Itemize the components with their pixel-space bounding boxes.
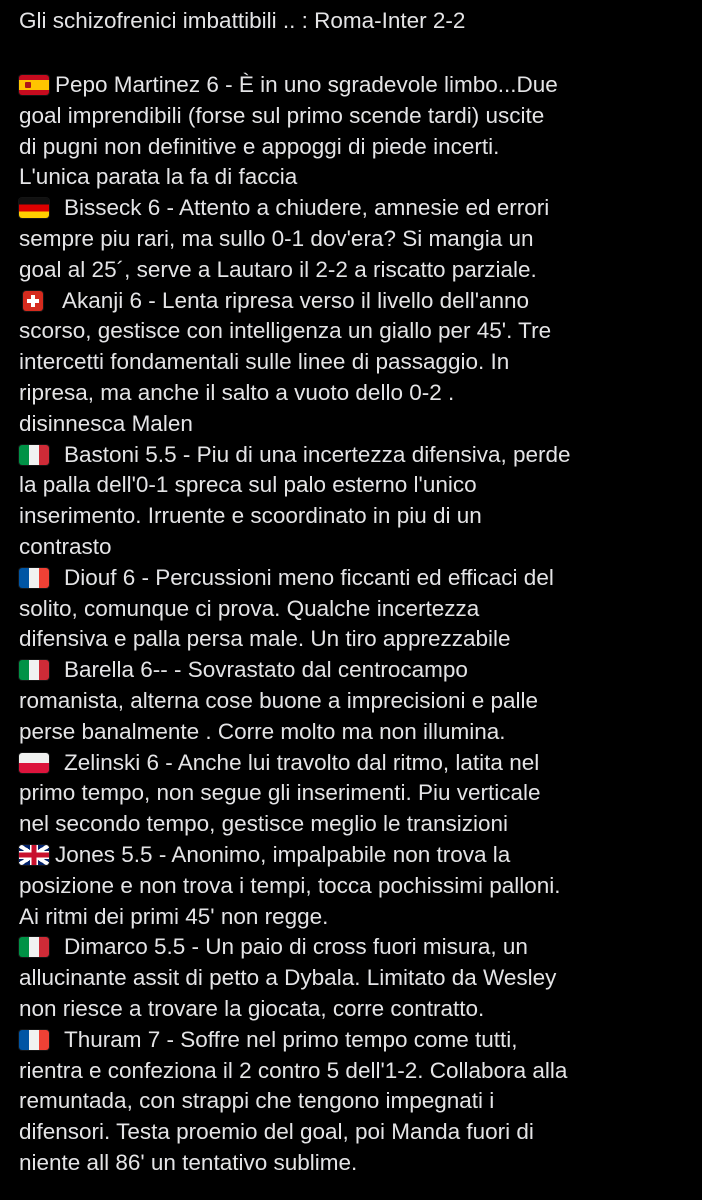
rating-text: remuntada, con strappi che tengono impegnati i: [19, 1088, 495, 1114]
rating-text-line: [19, 347, 694, 378]
rating-text-line: [19, 963, 694, 994]
rating-text-line: [19, 409, 694, 440]
player-rating: [19, 1025, 694, 1179]
rating-text: solito, comunque ci prova. Qualche incertezza: [19, 595, 480, 621]
rating-text: inserimento. Irruente e scoordinato in piu di un: [19, 503, 482, 529]
rating-text: niente all 86' un tentativo sublime.: [19, 1149, 358, 1175]
player-rating: [19, 748, 694, 840]
switzerland-flag-icon: [23, 291, 43, 311]
player-rating: [19, 193, 694, 285]
post-body: [19, 6, 694, 1179]
rating-text-line: [19, 1025, 694, 1056]
rating-text-line: [19, 1117, 694, 1148]
rating-text: Zelinski 6 - Anche lui travolto dal ritmo, latita nel: [64, 749, 540, 775]
rating-text: goal imprendibili (forse sul primo scende tardi) uscite: [19, 102, 545, 128]
player-rating: [19, 932, 694, 1024]
rating-text: contrasto: [19, 533, 112, 559]
rating-text: la palla dell'0-1 spreca sul palo esterno l'unico: [19, 472, 477, 498]
rating-text-line: [19, 594, 694, 625]
rating-text: Bisseck 6 - Attento a chiudere, amnesie ed errori: [64, 195, 550, 221]
rating-text-line: [19, 624, 694, 655]
player-rating: [19, 655, 694, 747]
italy-flag-icon: [19, 937, 49, 957]
rating-text: Dimarco 5.5 - Un paio di cross fuori misura, un: [64, 934, 528, 960]
rating-text: disinnesca Malen: [19, 410, 193, 436]
rating-text-line: [19, 1056, 694, 1087]
rating-text-line: [19, 470, 694, 501]
rating-text: Diouf 6 - Percussioni meno ficcanti ed efficaci del: [64, 564, 554, 590]
france-flag-icon: [19, 1030, 49, 1050]
poland-flag-icon: [19, 753, 49, 773]
italy-flag-icon: [19, 445, 49, 465]
rating-text: posizione e non trova i tempi, tocca pochissimi palloni.: [19, 872, 561, 898]
rating-text-line: [19, 902, 694, 933]
post-title: Gli schizofrenici imbattibili .. : Roma-Inter 2-2: [19, 8, 466, 33]
rating-text: rientra e confeziona il 2 contro 5 dell'1-2. Collabora alla: [19, 1057, 568, 1083]
rating-text: non riesce a trovare la giocata, corre contratto.: [19, 995, 485, 1021]
rating-text-line: [19, 932, 694, 963]
rating-text-line: [19, 1086, 694, 1117]
rating-text-line: [19, 532, 694, 563]
rating-text: Barella 6-- - Sovrastato dal centrocampo: [64, 657, 468, 683]
player-rating: [19, 70, 694, 193]
rating-text: romanista, alterna cose buone a imprecisioni e palle: [19, 687, 539, 713]
rating-text: sempre piu rari, ma sullo 0-1 dov'era? Si mangia un: [19, 225, 534, 251]
rating-text-line: [19, 655, 694, 686]
blank-line: [19, 36, 694, 70]
rating-text-line: [19, 440, 694, 471]
rating-text: ripresa, ma anche il salto a vuoto dello 0-2 .: [19, 379, 455, 405]
rating-text: primo tempo, non segue gli inserimenti. Piu verticale: [19, 780, 541, 806]
rating-text: Jones 5.5 - Anonimo, impalpabile non trova la: [55, 841, 511, 867]
rating-text: L'unica parata la fa di faccia: [19, 164, 298, 190]
rating-text-line: [19, 132, 694, 163]
rating-text-line: [19, 224, 694, 255]
rating-text-line: [19, 686, 694, 717]
rating-text: allucinante assit di petto a Dybala. Limitato da Wesley: [19, 965, 557, 991]
rating-text-line: [19, 316, 694, 347]
player-ratings-list: [19, 70, 694, 1179]
player-rating: [19, 440, 694, 563]
rating-text: Pepo Martinez 6 - È in uno sgradevole limbo...Due: [55, 72, 558, 97]
rating-text: intercetti fondamentali sulle linee di passaggio. In: [19, 349, 510, 375]
spain-flag-icon: [19, 75, 49, 95]
rating-text-line: [19, 378, 694, 409]
rating-text-line: [19, 871, 694, 902]
rating-text-line: [19, 162, 694, 193]
rating-text: Bastoni 5.5 - Piu di una incertezza difensiva, perde: [64, 441, 571, 467]
rating-text-line: [19, 778, 694, 809]
rating-text-line: [19, 286, 694, 317]
rating-text: Akanji 6 - Lenta ripresa verso il livello dell'anno: [62, 287, 530, 313]
rating-text-line: [19, 1148, 694, 1179]
france-flag-icon: [19, 568, 49, 588]
rating-text-line: [19, 563, 694, 594]
rating-text-line: [19, 717, 694, 748]
rating-text: nel secondo tempo, gestisce meglio le transizioni: [19, 811, 509, 837]
rating-text: difensiva e palla persa male. Un tiro apprezzabile: [19, 626, 511, 652]
rating-text-line: [19, 501, 694, 532]
rating-text-line: [19, 70, 694, 101]
rating-text-line: [19, 809, 694, 840]
player-rating: [19, 840, 694, 932]
player-rating: [19, 563, 694, 655]
rating-text: Thuram 7 - Soffre nel primo tempo come tutti,: [64, 1026, 518, 1052]
italy-flag-icon: [19, 660, 49, 680]
rating-text-line: [19, 101, 694, 132]
rating-text: perse banalmente . Corre molto ma non illumina.: [19, 718, 506, 744]
rating-text-line: [19, 255, 694, 286]
rating-text: scorso, gestisce con intelligenza un giallo per 45'. Tre: [19, 318, 552, 344]
uk-flag-icon: [19, 845, 49, 865]
player-rating: [19, 286, 694, 440]
rating-text: Ai ritmi dei primi 45' non regge.: [19, 903, 329, 929]
germany-flag-icon: [19, 198, 49, 218]
rating-text: difensori. Testa proemio del goal, poi Manda fuori di: [19, 1119, 534, 1145]
rating-text: di pugni non definitive e appoggi di piede incerti.: [19, 133, 500, 159]
rating-text-line: [19, 840, 694, 871]
rating-text: goal al 25´, serve a Lautaro il 2-2 a riscatto parziale.: [19, 256, 537, 282]
rating-text-line: [19, 193, 694, 224]
rating-text-line: [19, 748, 694, 779]
rating-text-line: [19, 994, 694, 1025]
